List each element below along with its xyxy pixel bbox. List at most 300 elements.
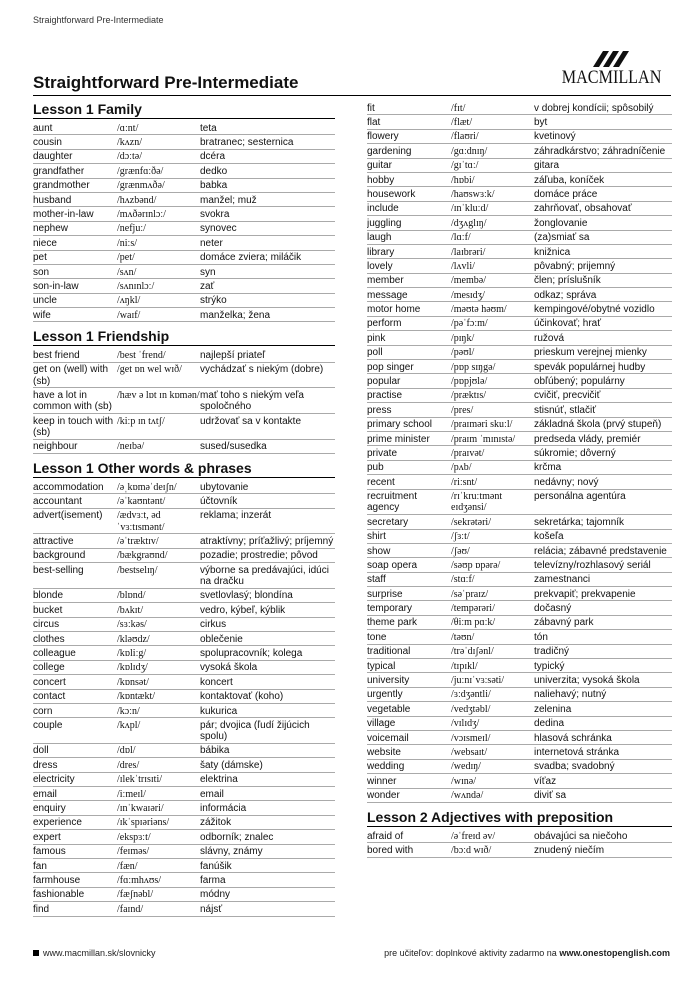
vocab-translation: výborne sa predávajúci, idúci na dračku <box>200 564 329 587</box>
vocab-translation: záľuba, koníček <box>534 174 605 186</box>
vocab-translation: kukurica <box>200 705 238 717</box>
vocab-word: urgently <box>367 689 403 701</box>
vocab-translation: strýko <box>200 295 227 307</box>
vocab-row <box>367 717 672 731</box>
vocab-row <box>367 274 672 288</box>
vocab-translation: babka <box>200 180 228 192</box>
vocab-row <box>33 589 335 603</box>
vocab-translation: nájsť <box>200 903 223 915</box>
vocab-word: voicemail <box>367 732 409 744</box>
vocab-row <box>367 630 672 644</box>
vocab-word: temporary <box>367 603 413 615</box>
vocab-pronunciation: /neɪbə/ <box>117 441 145 453</box>
vocab-word: aunt <box>33 122 53 134</box>
vocab-row <box>33 704 335 718</box>
vocab-word: mother-in-law <box>33 208 94 220</box>
vocab-word: traditional <box>367 646 411 658</box>
vocab-pronunciation: /kʌpl/ <box>117 719 141 731</box>
vocab-word: perform <box>367 318 402 330</box>
vocab-translation: obávajúci sa niečoho <box>534 830 628 842</box>
vocab-pronunciation: /waɪf/ <box>117 309 141 321</box>
vocab-pronunciation: /riːsnt/ <box>451 476 478 488</box>
vocab-row <box>33 859 335 873</box>
vocab-pronunciation: /dɔːtə/ <box>117 151 142 163</box>
vocab-row <box>33 563 335 589</box>
vocab-row <box>33 534 335 548</box>
vocab-word: pink <box>367 332 386 344</box>
vocab-pronunciation: /kɒliːg/ <box>117 647 147 659</box>
vocab-row <box>367 317 672 331</box>
vocab-pronunciation: /trəˈdɪʃənl/ <box>451 646 494 658</box>
vocab-row <box>33 150 335 164</box>
vocab-pronunciation: /kɒlɪdʒ/ <box>117 662 148 674</box>
vocab-pronunciation: /kiːp ɪn tʌtʃ/ <box>117 415 165 427</box>
vocab-translation: internetová stránka <box>534 746 620 758</box>
vocab-word: enquiry <box>33 803 66 815</box>
vocab-row <box>33 773 335 787</box>
vocab-pronunciation: /niːs/ <box>117 237 138 249</box>
vocab-translation: kontaktovať (koho) <box>200 691 284 703</box>
vocab-row <box>367 601 672 615</box>
vocab-row <box>367 702 672 716</box>
vocab-translation: tradičný <box>534 646 570 658</box>
vocab-word: private <box>367 447 398 459</box>
vocab-word: expert <box>33 831 61 843</box>
vocab-pronunciation: /faɪnd/ <box>117 903 144 915</box>
vocab-word: cousin <box>33 136 62 148</box>
vocab-pronunciation: /praɪm ˈmɪnɪstə/ <box>451 433 516 445</box>
vocab-pronunciation: /hɒbi/ <box>451 174 475 186</box>
vocab-row <box>33 690 335 704</box>
vocab-pronunciation: /səʊp ɒpərə/ <box>451 559 501 571</box>
vocab-pronunciation: /əˈtræktɪv/ <box>117 536 159 547</box>
vocab-row <box>33 480 335 494</box>
vocab-pronunciation: /məʊtə həʊm/ <box>451 304 507 316</box>
vocab-word: corn <box>33 705 53 717</box>
vocab-translation: tón <box>534 631 548 643</box>
vocab-word: find <box>33 903 50 915</box>
vocab-translation: elektrina <box>200 774 238 786</box>
vocab-translation: fanúšik <box>200 860 232 872</box>
vocab-translation: synovec <box>200 223 237 235</box>
vocab-pronunciation: /əˈkaʊntənt/ <box>117 496 166 508</box>
vocab-word: accommodation <box>33 481 104 493</box>
vocab-translation: ubytovanie <box>200 481 249 493</box>
vocab-translation: mať toho s niekým veľa spoločného <box>200 390 304 413</box>
vocab-word: guitar <box>367 160 393 172</box>
vocab-pronunciation: /membə/ <box>451 275 486 287</box>
vocab-word: library <box>367 246 395 258</box>
vocab-translation: víťaz <box>534 775 557 787</box>
vocab-pronunciation: /tɪpɪkl/ <box>451 660 478 672</box>
vocab-word: colleague <box>33 647 76 659</box>
vocab-translation: základná škola (prvý stupeň) <box>534 419 662 431</box>
vocab-translation: udržovať sa v kontakte <box>200 415 302 427</box>
vocab-pronunciation: /bestselɪŋ/ <box>117 564 158 576</box>
vocab-row <box>33 873 335 887</box>
vocab-row <box>33 494 335 508</box>
vocab-row <box>33 251 335 265</box>
vocab-pronunciation: /vɪlɪdʒ/ <box>451 718 480 730</box>
vocab-pronunciation: /rɪˈkruːtmənt eɪdʒənsi/ <box>451 491 503 514</box>
vocab-pronunciation: /tempərəri/ <box>451 603 495 615</box>
vocab-word: vegetable <box>367 703 411 715</box>
vocab-translation: teta <box>200 122 217 134</box>
vocab-row <box>367 515 672 529</box>
vocab-row <box>367 544 672 558</box>
vocab-row <box>367 616 672 630</box>
vocab-translation: diviť sa <box>534 790 567 802</box>
vocab-pronunciation: /mʌðərɪnlɔː/ <box>117 208 166 220</box>
vocab-word: farmhouse <box>33 875 81 886</box>
vocab-row <box>33 388 335 414</box>
vocab-row <box>33 348 335 362</box>
vocab-pronunciation: /fɑːmhʌʊs/ <box>117 875 162 886</box>
vocab-row <box>367 302 672 316</box>
vocab-translation: byt <box>534 116 548 128</box>
vocab-word: afraid of <box>367 830 404 842</box>
vocab-pronunciation: /səˈpraɪz/ <box>451 588 489 600</box>
vocab-word: son-in-law <box>33 280 79 292</box>
vocab-row <box>33 193 335 207</box>
vocab-word: primary school <box>367 419 433 431</box>
vocab-translation: zamestnanci <box>534 574 591 586</box>
section-title: Lesson 2 Adjectives with preposition <box>367 809 672 827</box>
vocab-word: press <box>367 404 392 416</box>
vocab-word: niece <box>33 237 57 249</box>
vocab-word: soap opera <box>367 559 418 571</box>
vocab-translation: účtovník <box>200 496 238 508</box>
vocab-translation: manželka; žena <box>200 309 271 321</box>
vocab-pronunciation: /kləʊdz/ <box>117 633 150 645</box>
vocab-translation: oblečenie <box>200 633 243 645</box>
vocab-translation: zahrňovať, obsahovať <box>534 203 632 215</box>
vocab-pronunciation: /ɪnˈkluːd/ <box>451 203 489 215</box>
vocab-translation: v dobrej kondícii; spôsobilý <box>534 102 654 114</box>
vocab-translation: manžel; muž <box>200 194 257 206</box>
vocab-row <box>33 135 335 149</box>
vocab-word: neighbour <box>33 441 78 453</box>
vocab-word: show <box>367 545 391 557</box>
vocab-row <box>367 331 672 345</box>
vocab-translation: cvičiť, precvičiť <box>534 390 601 402</box>
footer-website[interactable] <box>33 948 156 958</box>
vocab-translation: spevák populárnej hudby <box>534 361 646 373</box>
vocab-word: couple <box>33 719 63 731</box>
vocab-translation: šaty (dámske) <box>200 759 263 771</box>
vocab-row <box>33 718 335 744</box>
vocab-translation: atraktívny; príťažlivý; príjemný <box>200 536 334 547</box>
vocab-word: poll <box>367 347 383 359</box>
vocab-word: hobby <box>367 174 395 186</box>
vocab-pronunciation: /təʊn/ <box>451 631 475 643</box>
vocab-pronunciation: /əˌkɒməˈdeɪʃn/ <box>117 481 177 493</box>
vocab-row <box>367 475 672 489</box>
vocab-row <box>367 202 672 216</box>
vocab-word: email <box>33 788 57 800</box>
vocab-translation: pár; dvojica (ľudí žijúcich spolu) <box>200 719 310 743</box>
vocab-word: winner <box>367 775 397 787</box>
vocab-translation: dedina <box>534 718 565 730</box>
vocab-row <box>367 446 672 460</box>
vocab-pronunciation: /ɪnˈkwaɪəri/ <box>117 803 164 815</box>
vocab-translation: predseda vlády, premiér <box>534 433 641 445</box>
vocab-row <box>367 144 672 158</box>
vocab-translation: najlepší priateľ <box>200 350 266 362</box>
vocab-translation: spolupracovník; kolega <box>200 647 303 659</box>
vocab-pronunciation: /websaɪt/ <box>451 746 488 758</box>
vocab-row <box>367 346 672 360</box>
vocab-word: member <box>367 275 404 287</box>
vocab-translation: televízny/rozhlasový seriál <box>534 559 651 571</box>
vocab-pronunciation: /ɪlekˈtrɪsɪti/ <box>117 774 162 786</box>
vocab-row <box>367 403 672 417</box>
vocab-pronunciation: /grænmʌðə/ <box>117 180 165 192</box>
vocab-pronunciation: /ʌŋkl/ <box>117 295 141 307</box>
vocab-row <box>367 216 672 230</box>
right-column <box>367 101 672 858</box>
vocab-word: best friend <box>33 350 80 362</box>
vocab-word: recruitment agency <box>367 491 418 514</box>
vocab-row <box>367 259 672 273</box>
vocab-translation: bratranec; sesternica <box>200 136 294 148</box>
vocab-pronunciation: /praɪməri skuːl/ <box>451 419 513 431</box>
section-title: Lesson 1 Family <box>33 101 335 119</box>
vocab-translation: slávny, známy <box>200 846 263 858</box>
vocab-word: pub <box>367 462 384 474</box>
vocab-word: website <box>367 746 401 758</box>
vocab-pronunciation: /laɪbrəri/ <box>451 246 486 258</box>
vocab-row <box>367 558 672 572</box>
vocab-pronunciation: /vɔɪsmeɪl/ <box>451 732 491 744</box>
vocab-row <box>33 661 335 675</box>
vocab-row <box>33 787 335 801</box>
vocab-word: fit <box>367 102 375 114</box>
vocab-translation: kvetinový <box>534 131 576 143</box>
vocab-word: experience <box>33 817 82 829</box>
vocab-row <box>33 549 335 563</box>
vocab-translation: pozadie; prostredie; pôvod <box>200 550 318 562</box>
vocab-translation: vysoká škola <box>200 662 258 674</box>
vocab-pronunciation: /kɒntækt/ <box>117 691 156 703</box>
vocab-row <box>367 374 672 388</box>
vocab-word: grandmother <box>33 180 90 192</box>
vocab-pronunciation: /dres/ <box>117 759 140 771</box>
vocab-word: village <box>367 718 396 730</box>
vocab-row <box>367 389 672 403</box>
vocab-translation: kempingové/obytné vozidlo <box>534 304 655 316</box>
vocab-word: surprise <box>367 588 403 600</box>
vocab-pronunciation: /praɪvət/ <box>451 447 485 459</box>
vocab-pronunciation: /sɜːkəs/ <box>117 619 147 631</box>
vocab-translation: módny <box>200 889 231 901</box>
vocab-pronunciation: /θiːm pɑːk/ <box>451 617 496 629</box>
vocab-translation: sekretárka; tajomník <box>534 516 625 528</box>
vocab-row <box>367 101 672 115</box>
vocab-word: bucket <box>33 604 63 616</box>
vocab-pronunciation: /flæt/ <box>451 116 473 128</box>
vocab-word: son <box>33 266 50 278</box>
vocab-row <box>367 231 672 245</box>
vocab-row <box>33 279 335 293</box>
vocab-word: theme park <box>367 617 418 629</box>
vocab-word: gardening <box>367 145 412 157</box>
vocab-word: prime minister <box>367 433 430 445</box>
vocab-pronunciation: /ɑːnt/ <box>117 122 139 134</box>
vocab-translation: nedávny; nový <box>534 476 599 488</box>
vocab-word: background <box>33 550 86 562</box>
vocab-word: attractive <box>33 536 74 547</box>
vocab-row <box>33 121 335 135</box>
vocab-row <box>33 179 335 193</box>
vocab-pronunciation: /ʃɜːt/ <box>451 531 470 543</box>
vocab-pronunciation: /pɒp sɪŋgə/ <box>451 361 496 373</box>
vocab-word: get on (well) with (sb) <box>33 364 109 387</box>
vocab-row <box>33 830 335 844</box>
vocab-word: daughter <box>33 151 73 163</box>
vocab-pronunciation: /iːmeɪl/ <box>117 788 146 800</box>
vocab-pronunciation: /flaʊri/ <box>451 131 479 143</box>
vocab-word: shirt <box>367 531 386 543</box>
vocab-word: popular <box>367 376 401 388</box>
vocab-row <box>33 646 335 660</box>
vocab-word: secretary <box>367 516 409 528</box>
vocab-row <box>33 236 335 250</box>
vocab-row <box>367 573 672 587</box>
vocab-row <box>367 760 672 774</box>
vocab-pronunciation: /ædvɜːt, ədˈvɜːtɪsmənt/ <box>117 510 165 533</box>
vocab-pronunciation: /hæv ə lɒt ɪn kɒmən/ <box>117 390 200 402</box>
vocab-word: contact <box>33 691 66 703</box>
vocab-row <box>33 207 335 221</box>
vocab-pronunciation: /vedʒtəbl/ <box>451 703 491 715</box>
vocab-word: message <box>367 289 408 301</box>
vocab-row <box>33 308 335 322</box>
vocab-row <box>367 173 672 187</box>
vocab-translation: relácia; zábavné predstavenie <box>534 545 667 557</box>
vocab-word: blonde <box>33 590 64 602</box>
vocab-row <box>367 673 672 687</box>
vocab-row <box>367 587 672 601</box>
vocab-word: staff <box>367 574 386 586</box>
vocab-pronunciation: /get ɒn wel wɪð/ <box>117 364 182 376</box>
vocab-row <box>33 294 335 308</box>
vocab-row <box>33 265 335 279</box>
vocab-pronunciation: /dɒl/ <box>117 745 136 757</box>
vocab-word: famous <box>33 846 66 858</box>
vocab-translation: cirkus <box>200 619 227 631</box>
vocab-row <box>33 222 335 236</box>
vocab-pronunciation: /pəˈfɔːm/ <box>451 318 488 330</box>
vocab-translation: znudený niečím <box>534 844 605 856</box>
vocab-word: college <box>33 662 65 674</box>
vocab-pronunciation: /juːnɪˈvɜːsəti/ <box>451 675 505 687</box>
vocab-translation: ružová <box>534 332 565 344</box>
vocab-translation: zážitok <box>200 817 232 829</box>
vocab-word: flat <box>367 116 381 128</box>
vocab-pronunciation: /nefjuː/ <box>117 223 146 235</box>
vocab-word: fan <box>33 860 47 872</box>
vocab-pronunciation: /lɑːf/ <box>451 232 471 244</box>
footer-teacher-note <box>384 948 670 958</box>
logo-text: MACMILLAN <box>561 67 662 88</box>
vocab-translation: hlasová schránka <box>534 732 612 744</box>
vocab-translation: odborník; znalec <box>200 831 274 843</box>
vocab-pronunciation: /best ˈfrend/ <box>117 350 166 362</box>
vocab-row <box>367 288 672 302</box>
section-title: Lesson 1 Friendship <box>33 328 335 346</box>
vocab-pronunciation: /grænfɑːðə/ <box>117 165 164 177</box>
vocab-row <box>33 801 335 815</box>
vocab-row <box>33 744 335 758</box>
vocab-translation: email <box>200 788 224 800</box>
vocab-pronunciation: /sekrətəri/ <box>451 516 491 528</box>
vocab-translation: stisnúť, stlačiť <box>534 404 596 416</box>
vocab-row <box>367 490 672 516</box>
vocab-translation: univerzita; vysoká škola <box>534 675 640 687</box>
vocab-pronunciation: /ekspɜːt/ <box>117 831 151 843</box>
vocab-row <box>33 816 335 830</box>
vocab-pronunciation: /wʌndə/ <box>451 790 484 802</box>
vocab-word: wedding <box>367 761 405 773</box>
vocab-pronunciation: /əˈfreɪd əv/ <box>451 830 496 842</box>
running-header: Straightforward Pre-Intermediate <box>33 15 164 25</box>
vocab-pronunciation: /sʌnɪnlɔː/ <box>117 280 155 292</box>
vocab-word: circus <box>33 619 60 631</box>
vocab-row <box>367 829 672 843</box>
vocab-translation: prekvapiť; prekvapenie <box>534 588 636 600</box>
vocab-word: laugh <box>367 232 392 244</box>
vocab-word: housework <box>367 188 416 200</box>
macmillan-logo-icon <box>589 47 633 69</box>
vocab-row <box>367 360 672 374</box>
footer-link[interactable]: www.onestopenglish.com <box>559 948 670 958</box>
vocab-row <box>33 902 335 916</box>
vocab-row <box>367 745 672 759</box>
vocab-word: include <box>367 203 399 215</box>
vocab-pronunciation: /kʌzn/ <box>117 136 142 148</box>
vocab-translation: košeľa <box>534 531 564 543</box>
vocab-pronunciation: /gɑːdnɪŋ/ <box>451 145 488 157</box>
left-column <box>33 101 335 917</box>
vocab-translation: svokra <box>200 208 230 220</box>
vocab-word: wife <box>33 309 51 321</box>
vocab-translation: súkromie; dôverný <box>534 447 616 459</box>
vocab-pronunciation: /pres/ <box>451 404 474 416</box>
vocab-row <box>367 130 672 144</box>
vocab-pronunciation: /blɒnd/ <box>117 590 146 602</box>
vocab-pronunciation: /pʌb/ <box>451 462 472 474</box>
vocab-translation: člen; príslušník <box>534 275 601 287</box>
vocab-row <box>367 731 672 745</box>
vocab-word: uncle <box>33 295 57 307</box>
vocab-row <box>367 789 672 803</box>
vocab-translation: žonglovanie <box>534 217 588 229</box>
vocab-translation: neter <box>200 237 223 249</box>
vocab-pronunciation: /ʃəʊ/ <box>451 545 470 557</box>
vocab-word: clothes <box>33 633 65 645</box>
vocab-translation: syn <box>200 266 216 278</box>
vocab-row <box>33 632 335 646</box>
vocab-translation: zať <box>200 280 215 292</box>
vocab-pronunciation: /pɒpjʊlə/ <box>451 376 488 388</box>
vocab-translation: bábika <box>200 745 230 757</box>
vocab-word: grandfather <box>33 165 85 177</box>
vocab-pronunciation: /præktɪs/ <box>451 390 487 402</box>
vocab-row <box>367 530 672 544</box>
vocab-word: accountant <box>33 496 82 508</box>
vocab-translation: odkaz; správa <box>534 289 597 301</box>
